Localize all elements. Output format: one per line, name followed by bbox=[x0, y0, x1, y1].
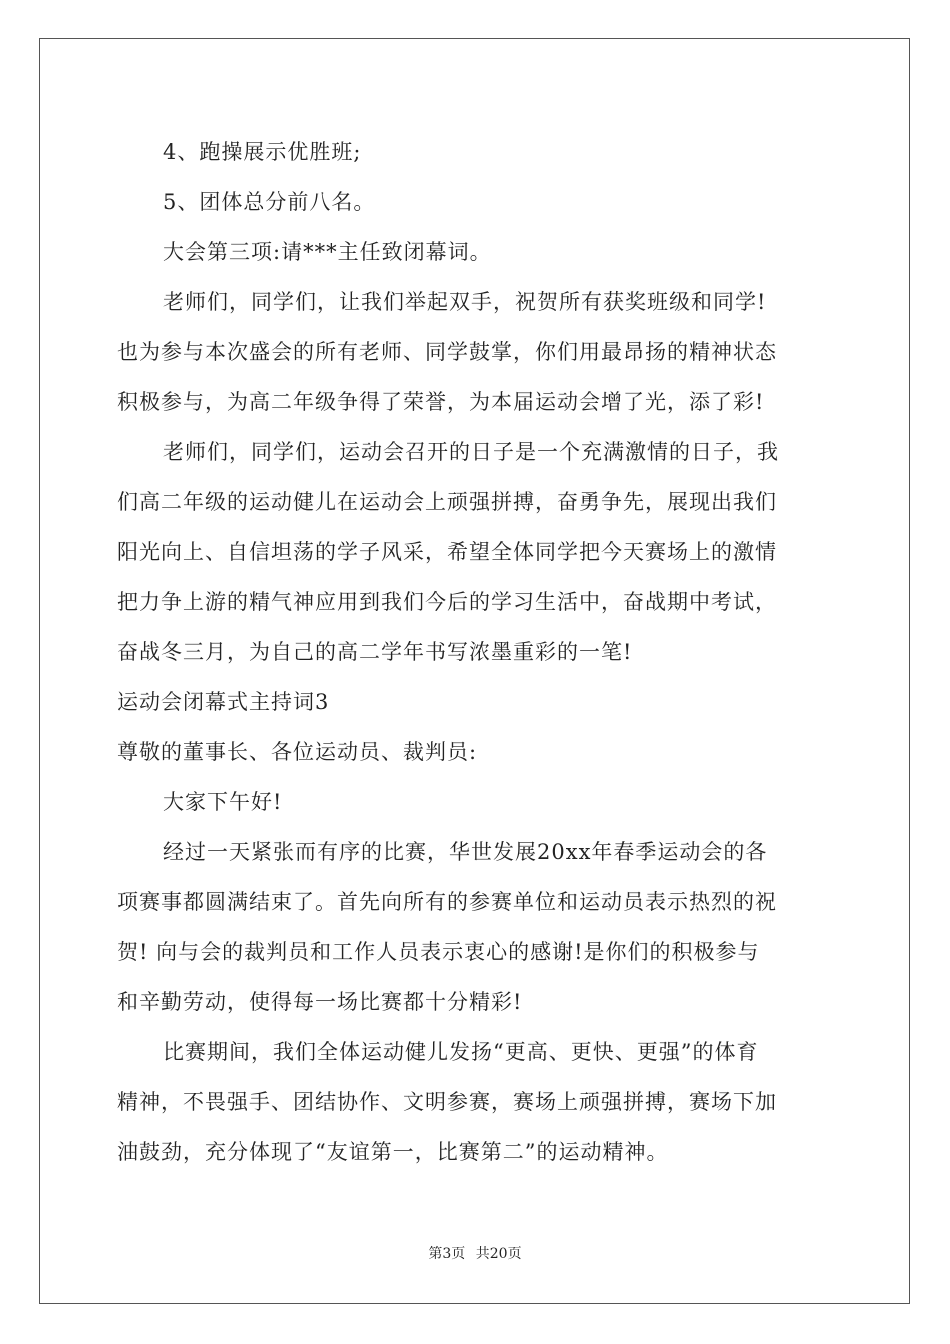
page-total: 共20页 bbox=[475, 1246, 522, 1262]
text-line: 4、跑操展示优胜班; bbox=[163, 140, 362, 164]
text-line: 老师们，同学们，运动会召开的日子是一个充满激情的日子，我 bbox=[163, 440, 779, 464]
document-body bbox=[117, 127, 837, 1177]
text-line: 也为参与本次盛会的所有老师、同学鼓掌，你们用最昂扬的精神状态 bbox=[117, 340, 777, 364]
text-line: 阳光向上、自信坦荡的学子风采，希望全体同学把今天赛场上的激情 bbox=[117, 540, 777, 564]
text-line: 比赛期间，我们全体运动健儿发扬“更高、更快、更强”的体育 bbox=[163, 1040, 759, 1064]
text-line: 大会第三项:请***主任致闭幕词。 bbox=[163, 240, 492, 264]
text-line: 经过一天紧张而有序的比赛，华世发展20xx年春季运动会的各 bbox=[163, 840, 768, 864]
text-line: 项赛事都圆满结束了。首先向所有的参赛单位和运动员表示热烈的祝 bbox=[117, 890, 777, 914]
text-line: 精神，不畏强手、团结协作、文明参赛，赛场上顽强拼搏，赛场下加 bbox=[117, 1090, 777, 1114]
page-footer bbox=[0, 1243, 950, 1263]
text-line: 和辛勤劳动，使得每一场比赛都十分精彩! bbox=[117, 990, 523, 1014]
text-line: 5、团体总分前八名。 bbox=[163, 190, 376, 214]
text-line: 大家下午好! bbox=[163, 790, 283, 814]
page-number: 第3页 bbox=[428, 1246, 466, 1262]
text-line: 老师们，同学们，让我们举起双手，祝贺所有获奖班级和同学! bbox=[163, 290, 767, 314]
text-line: 油鼓劲，充分体现了“友谊第一，比赛第二”的运动精神。 bbox=[117, 1140, 669, 1164]
text-line: 奋战冬三月，为自己的高二学年书写浓墨重彩的一笔! bbox=[117, 640, 633, 664]
text-line: 运动会闭幕式主持词3 bbox=[117, 690, 330, 714]
text-line: 积极参与，为高二年级争得了荣誉，为本届运动会增了光，添了彩! bbox=[117, 390, 765, 414]
text-line: 把力争上游的精气神应用到我们今后的学习生活中，奋战期中考试， bbox=[117, 590, 777, 614]
text-line: 贺! 向与会的裁判员和工作人员表示衷心的感谢!是你们的积极参与 bbox=[117, 940, 760, 964]
text-line: 尊敬的董事长、各位运动员、裁判员: bbox=[117, 740, 478, 764]
text-line: 们高二年级的运动健儿在运动会上顽强拼搏，奋勇争先，展现出我们 bbox=[117, 490, 777, 514]
